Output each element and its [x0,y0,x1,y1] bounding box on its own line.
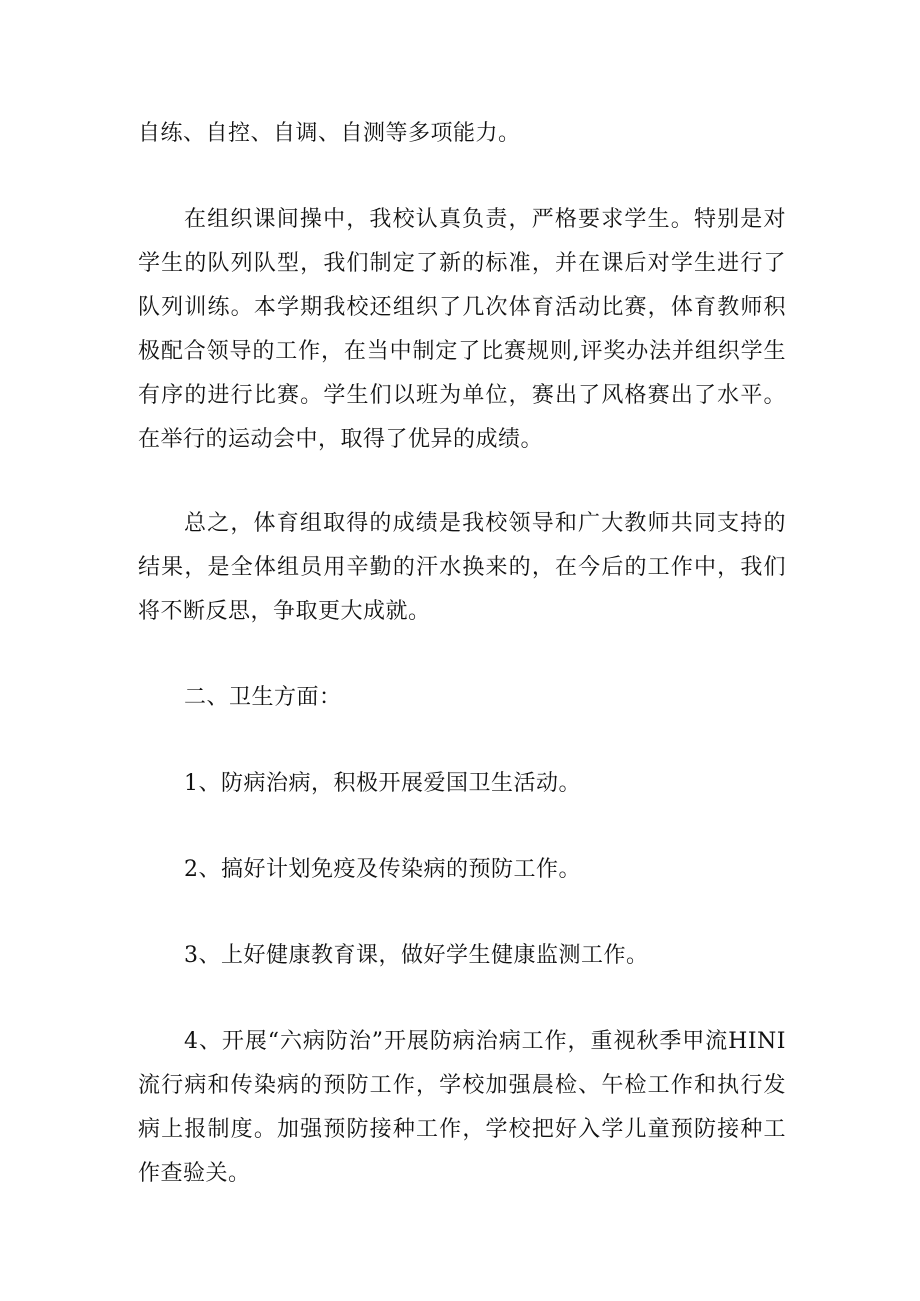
paragraph-exercise-organization: 在组织课间操中，我校认真负责，严格要求学生。特别是对学生的队列队型，我们制定了新的标准，并在课后对学生进行了队列训练。本学期我校还组织了几次体育活动比赛，体育教师积极配合领导的工作，在当中制定了比赛规则,评奖办法并组织学生有序的进行比赛。学生们以班为单位，赛出了风格赛出了水平。在举行的运动会中，取得了优异的成绩。 [138,207,786,452]
section-heading-hygiene: 二、卫生方面： [184,685,342,710]
list-item-1: 1、防病治病，积极开展爱国卫生活动。 [184,771,581,796]
list-item-4: 4、开展“六病防治”开展防病治病工作，重视秋季甲流HINI流行病和传染病的预防工作，学校加强晨检、午检工作和执行发病上报制度。加强预防接种工作，学校把好入学儿童预防接种工作查验关。 [138,1029,786,1186]
list-item-2: 2、搞好计划免疫及传染病的预防工作。 [184,857,581,882]
paragraph-summary: 总之，体育组取得的成绩是我校领导和广大教师共同支持的结果，是全体组员用辛勤的汗水换来的，在今后的工作中，我们将不断反思，争取更大成就。 [138,511,786,624]
paragraph-continuation: 自练、自控、自调、自测等多项能力。 [138,121,521,146]
list-item-3: 3、上好健康教育课，做好学生健康监测工作。 [184,943,649,968]
